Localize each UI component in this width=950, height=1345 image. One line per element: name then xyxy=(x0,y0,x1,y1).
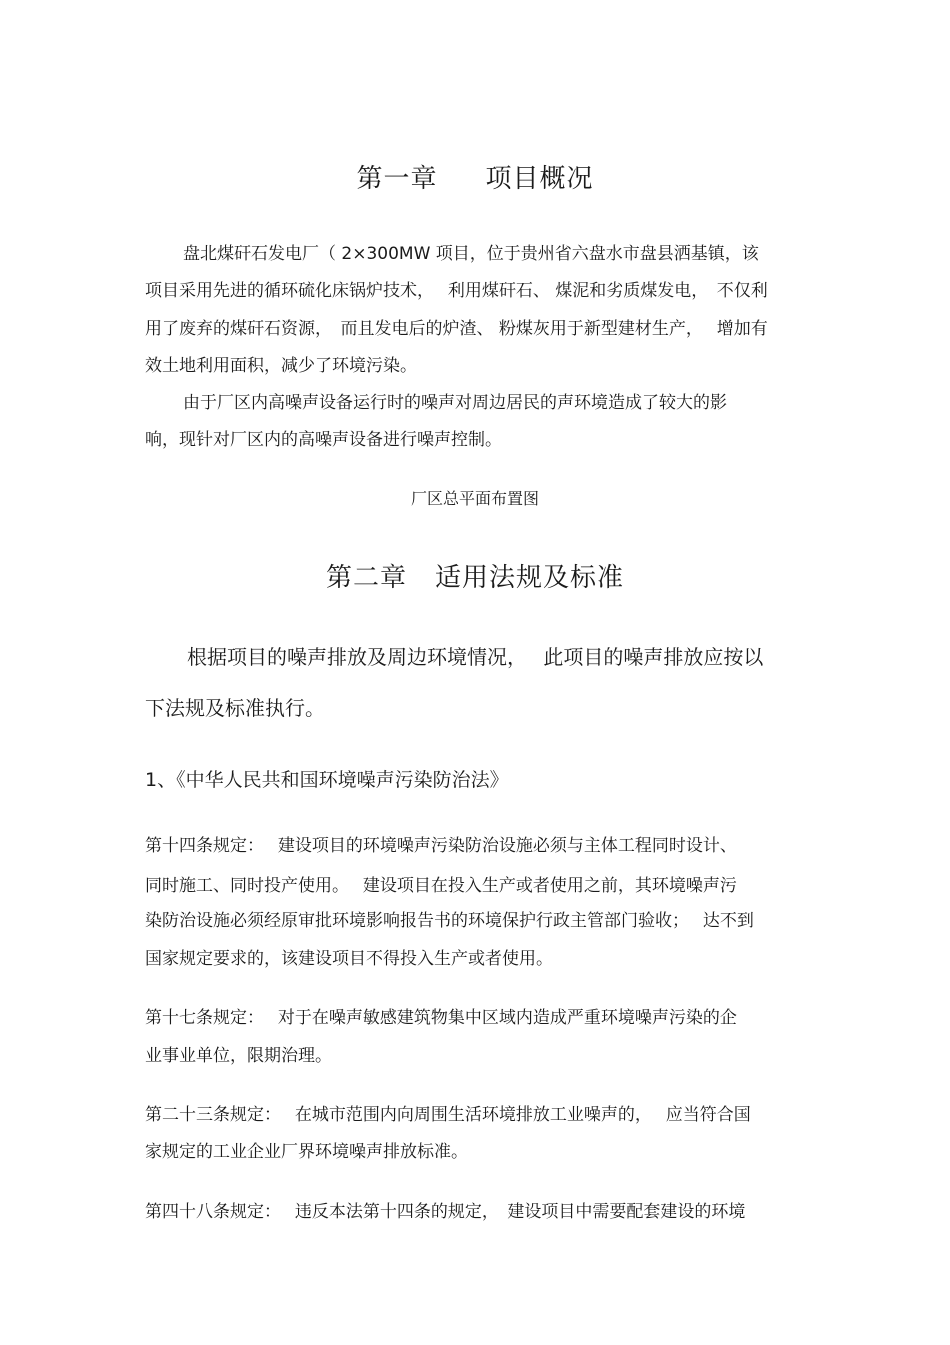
chapter-1-number: 第一章 xyxy=(356,164,438,194)
p3-line-2: 下法规及标准执行。 xyxy=(145,696,325,720)
art23-line-1: 第二十三条规定： 在城市范围内向周围生活环境排放工业噪声的， 应当符合国 xyxy=(145,1105,751,1125)
art48-line-1: 第四十八条规定： 违反本法第十四条的规定， 建设项目中需要配套建设的环境 xyxy=(145,1202,746,1222)
chapter-2-title: 适用法规及标准 xyxy=(435,563,625,593)
p1-line-1: 盘北煤矸石发电厂（ 2×300MW 项目，位于贵州省六盘水市盘县洒基镇，该 xyxy=(183,244,759,264)
p1-line-4: 效土地利用面积，减少了环境污染。 xyxy=(145,356,417,376)
figure-caption: 厂区总平面布置图 xyxy=(410,489,539,508)
chapter-1-heading xyxy=(0,158,950,195)
art17-line-2: 业事业单位，限期治理。 xyxy=(145,1046,332,1066)
art14-line-4: 国家规定要求的，该建设项目不得投入生产或者使用。 xyxy=(145,949,553,969)
art14-line-2: 同时施工、同时投产使用。 建设项目在投入生产或者使用之前，其环境噪声污 xyxy=(145,876,737,896)
p1-line-3: 用了废弃的煤矸石资源， 而且发电后的炉渣、 粉煤灰用于新型建材生产， 增加有 xyxy=(145,319,768,339)
p2-line-2: 响，现针对厂区内的高噪声设备进行噪声控制。 xyxy=(145,430,502,450)
p3-line-1: 根据项目的噪声排放及周边环境情况， 此项目的噪声排放应按以 xyxy=(187,645,764,669)
art14-line-3: 染防治设施必须经原审批环境影响报告书的环境保护行政主管部门验收； 达不到 xyxy=(145,911,754,931)
chapter-2-number: 第二章 xyxy=(325,563,407,593)
art23-line-2: 家规定的工业企业厂界环境噪声排放标准。 xyxy=(145,1142,468,1162)
art17-line-1: 第十七条规定： 对于在噪声敏感建筑物集中区域内造成严重环境噪声污染的企 xyxy=(145,1008,737,1028)
law-title-1: 1、《中华人民共和国环境噪声污染防治法》 xyxy=(145,769,509,791)
p1-line-2: 项目采用先进的循环硫化床锅炉技术， 利用煤矸石、 煤泥和劣质煤发电， 不仅利 xyxy=(145,281,768,301)
art14-line-1: 第十四条规定： 建设项目的环境噪声污染防治设施必须与主体工程同时设计、 xyxy=(145,836,737,856)
chapter-1-title: 项目概况 xyxy=(485,164,594,194)
p2-line-1: 由于厂区内高噪声设备运行时的噪声对周边居民的声环境造成了较大的影 xyxy=(183,393,727,413)
chapter-2-heading xyxy=(0,557,950,594)
